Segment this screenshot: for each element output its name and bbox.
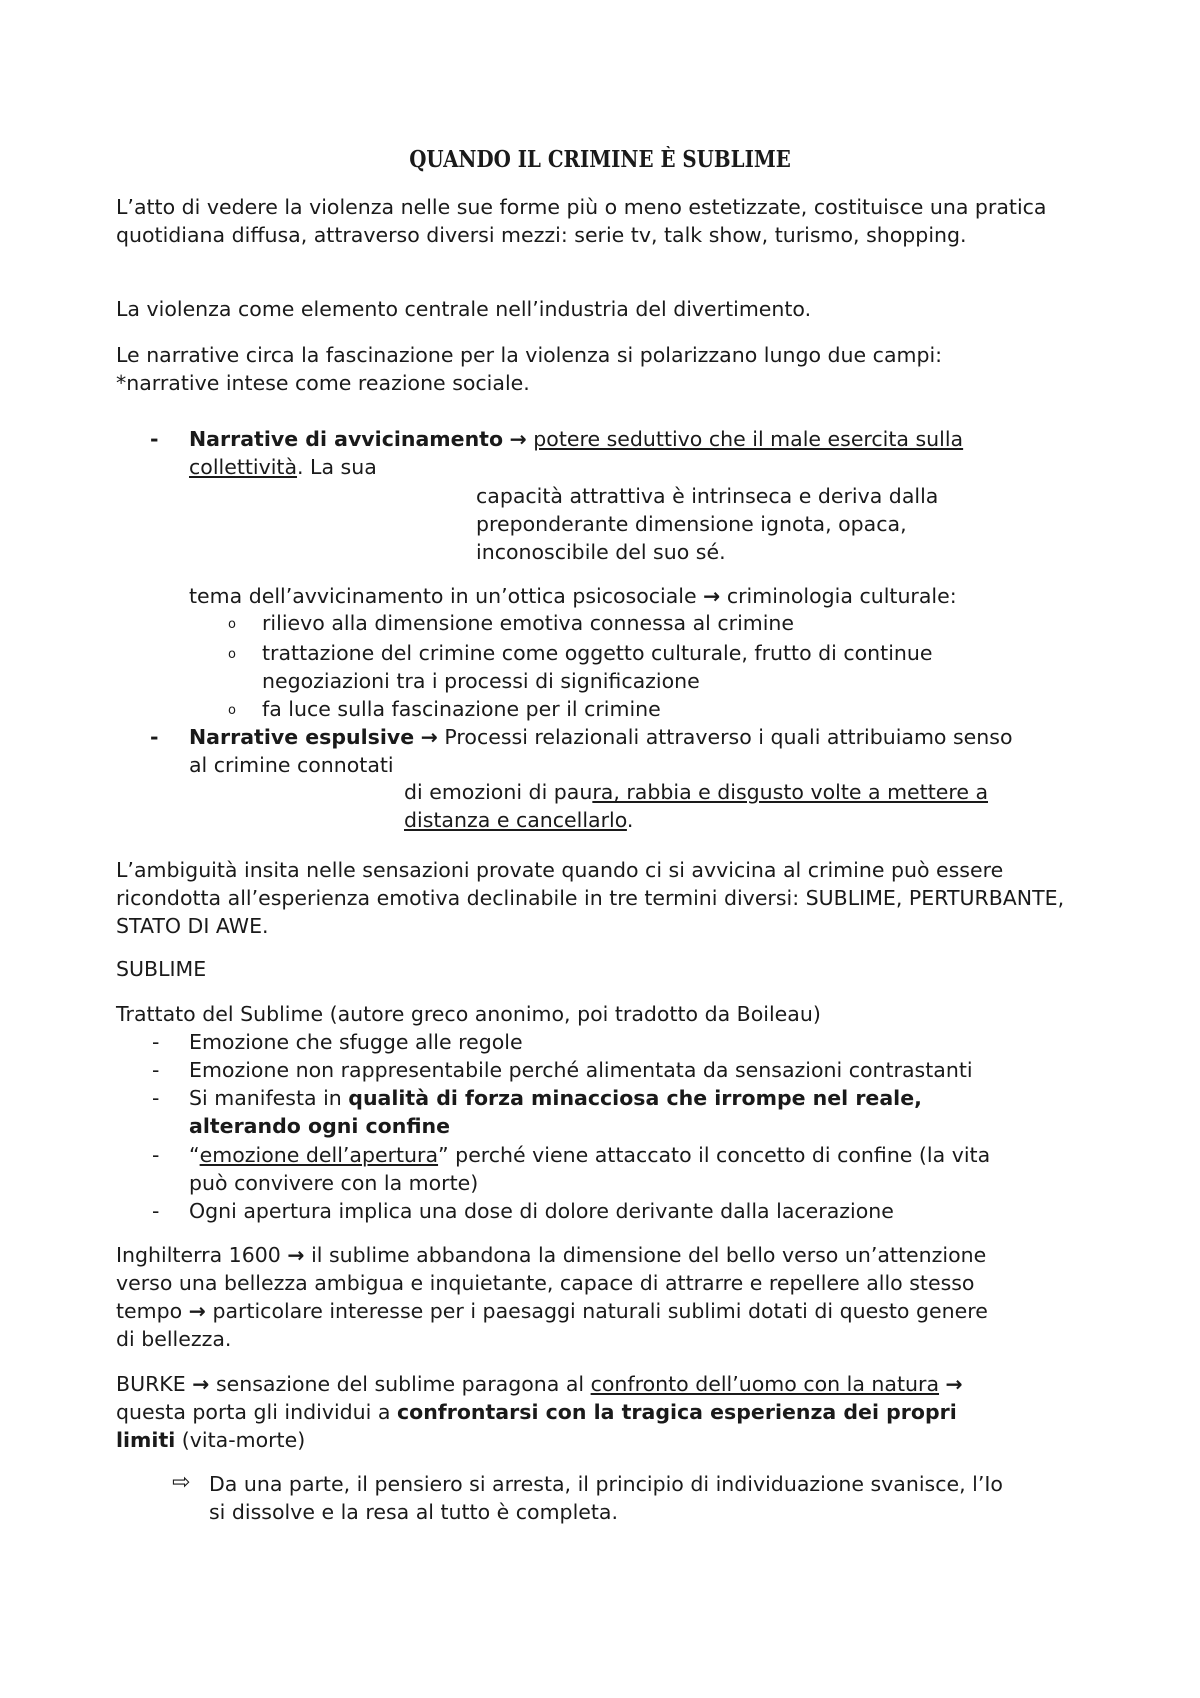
list-dash: -: [150, 725, 159, 749]
list-dash: -: [152, 1143, 160, 1167]
list-item: Ogni apertura implica una dose di dolore derivante dalla lacerazione: [189, 1199, 894, 1223]
narrative-approach-label: Narrative di avvicinamento: [189, 427, 504, 451]
page-title: QUANDO IL CRIMINE È SUBLIME: [409, 146, 791, 173]
list-dash: -: [152, 1058, 160, 1082]
circle-bullet-icon: o: [228, 647, 236, 662]
paragraph-narratives: Le narrative circa la fascinazione per la violenza si polarizzano lungo due campi:: [116, 343, 943, 367]
arrow-right-icon: →: [945, 1372, 963, 1396]
narrative-approach-line: [189, 425, 963, 453]
narrative-approach-cont-2: preponderante dimensione ignota, opaca,: [476, 512, 907, 536]
list-dash: -: [150, 427, 159, 451]
sub-item-fascination: fa luce sulla fascinazione per il crimine: [262, 697, 661, 721]
england-paragraph-line-1: Inghilterra 1600 → il sublime abbandona la dimensione del bello verso un’attenzione: [116, 1243, 987, 1267]
hollow-arrow-bullet-icon: ⇨: [172, 1470, 191, 1495]
paragraph-narratives-note: *narrative intese come reazione sociale.: [116, 371, 530, 395]
england-paragraph-line-4: di bellezza.: [116, 1327, 232, 1351]
list-item-cont: alterando ogni confine: [189, 1114, 451, 1138]
arrow-right-icon: →: [192, 1372, 210, 1396]
list-item: Si manifesta in qualità di forza minacciosa che irrompe nel reale,: [189, 1086, 922, 1110]
sub-item-cultural-cont: negoziazioni tra i processi di significazione: [262, 669, 700, 693]
narrative-approach-cont-3: inconoscibile del suo sé.: [476, 540, 726, 564]
list-item: Emozione che sfugge alle regole: [189, 1030, 523, 1054]
ambiguity-paragraph: L’ambiguità insita nelle sensazioni provate quando ci si avvicina al crimine può essere ricondotta all’esperienza emotiva declinabile in tre termini diversi: SUBLIME, PERTURBANTE, STATO DI AWE.: [116, 858, 1065, 938]
arrow-right-icon: →: [287, 1243, 305, 1267]
narrative-expulsive-label: Narrative espulsive: [189, 725, 415, 749]
narrative-approach-line-2: collettività. La sua: [189, 455, 377, 479]
england-paragraph-line-3: tempo → particolare interesse per i paesaggi naturali sublimi dotati di questo genere: [116, 1299, 988, 1323]
list-item: “emozione dell’apertura” perché viene attaccato il concetto di confine (la vita: [189, 1143, 991, 1167]
burke-paragraph-line-2: questa porta gli individui a confrontarsi con la tragica esperienza dei propri: [116, 1400, 957, 1424]
paragraph-entertainment: La violenza come elemento centrale nell’industria del divertimento.: [116, 297, 812, 321]
circle-bullet-icon: o: [228, 617, 236, 632]
sub-item-emotive: rilievo alla dimensione emotiva connessa al crimine: [262, 611, 795, 635]
arrow-right-icon: →: [420, 725, 438, 749]
arrow-right-icon: →: [188, 1299, 206, 1323]
arrow-right-icon: →: [703, 584, 721, 608]
section-heading-sublime: SUBLIME: [116, 957, 207, 981]
treatise-line: Trattato del Sublime (autore greco anonimo, poi tradotto da Boileau): [116, 1002, 821, 1026]
list-dash: -: [152, 1199, 160, 1223]
list-item-cont: può convivere con la morte): [189, 1171, 479, 1195]
arrow-right-icon: →: [509, 427, 527, 451]
narrative-approach-text: potere seduttivo che il male esercita sulla: [533, 427, 964, 451]
narrative-expulsive-line-3: di emozioni di paura, rabbia e disgusto volte a mettere a: [404, 780, 989, 804]
final-item-line-2: si dissolve e la resa al tutto è completa.: [209, 1500, 618, 1524]
narrative-expulsive-line-2: al crimine connotati: [189, 753, 394, 777]
theme-line: tema dell’avvicinamento in un’ottica psicosociale → criminologia culturale:: [189, 584, 957, 608]
sub-item-cultural: trattazione del crimine come oggetto culturale, frutto di continue: [262, 641, 933, 665]
narrative-expulsive-line: Narrative espulsive → Processi relazionali attraverso i quali attribuiamo senso: [189, 725, 1013, 749]
final-item-line-1: Da una parte, il pensiero si arresta, il principio di individuazione svanisce, l’Io: [209, 1472, 1003, 1496]
narrative-approach-cont-1: capacità attrattiva è intrinseca e deriva dalla: [476, 484, 939, 508]
narrative-expulsive-line-4: distanza e cancellarlo.: [404, 808, 634, 832]
list-dash: -: [152, 1086, 160, 1110]
list-item: Emozione non rappresentabile perché alimentata da sensazioni contrastanti: [189, 1058, 973, 1082]
england-paragraph-line-2: verso una bellezza ambigua e inquietante, capace di attrarre e repellere allo stesso: [116, 1271, 975, 1295]
circle-bullet-icon: o: [228, 703, 236, 718]
list-dash: -: [152, 1030, 160, 1054]
intro-paragraph: L’atto di vedere la violenza nelle sue forme più o meno estetizzate, costituisce una pratica quotidiana diffusa, attraverso diversi mezzi: serie tv, talk show, turismo, shopping.: [116, 195, 1047, 247]
burke-paragraph-line-1: BURKE → sensazione del sublime paragona al confronto dell’uomo con la natura →: [116, 1372, 963, 1396]
burke-paragraph-line-3: limiti (vita-morte): [116, 1428, 306, 1452]
